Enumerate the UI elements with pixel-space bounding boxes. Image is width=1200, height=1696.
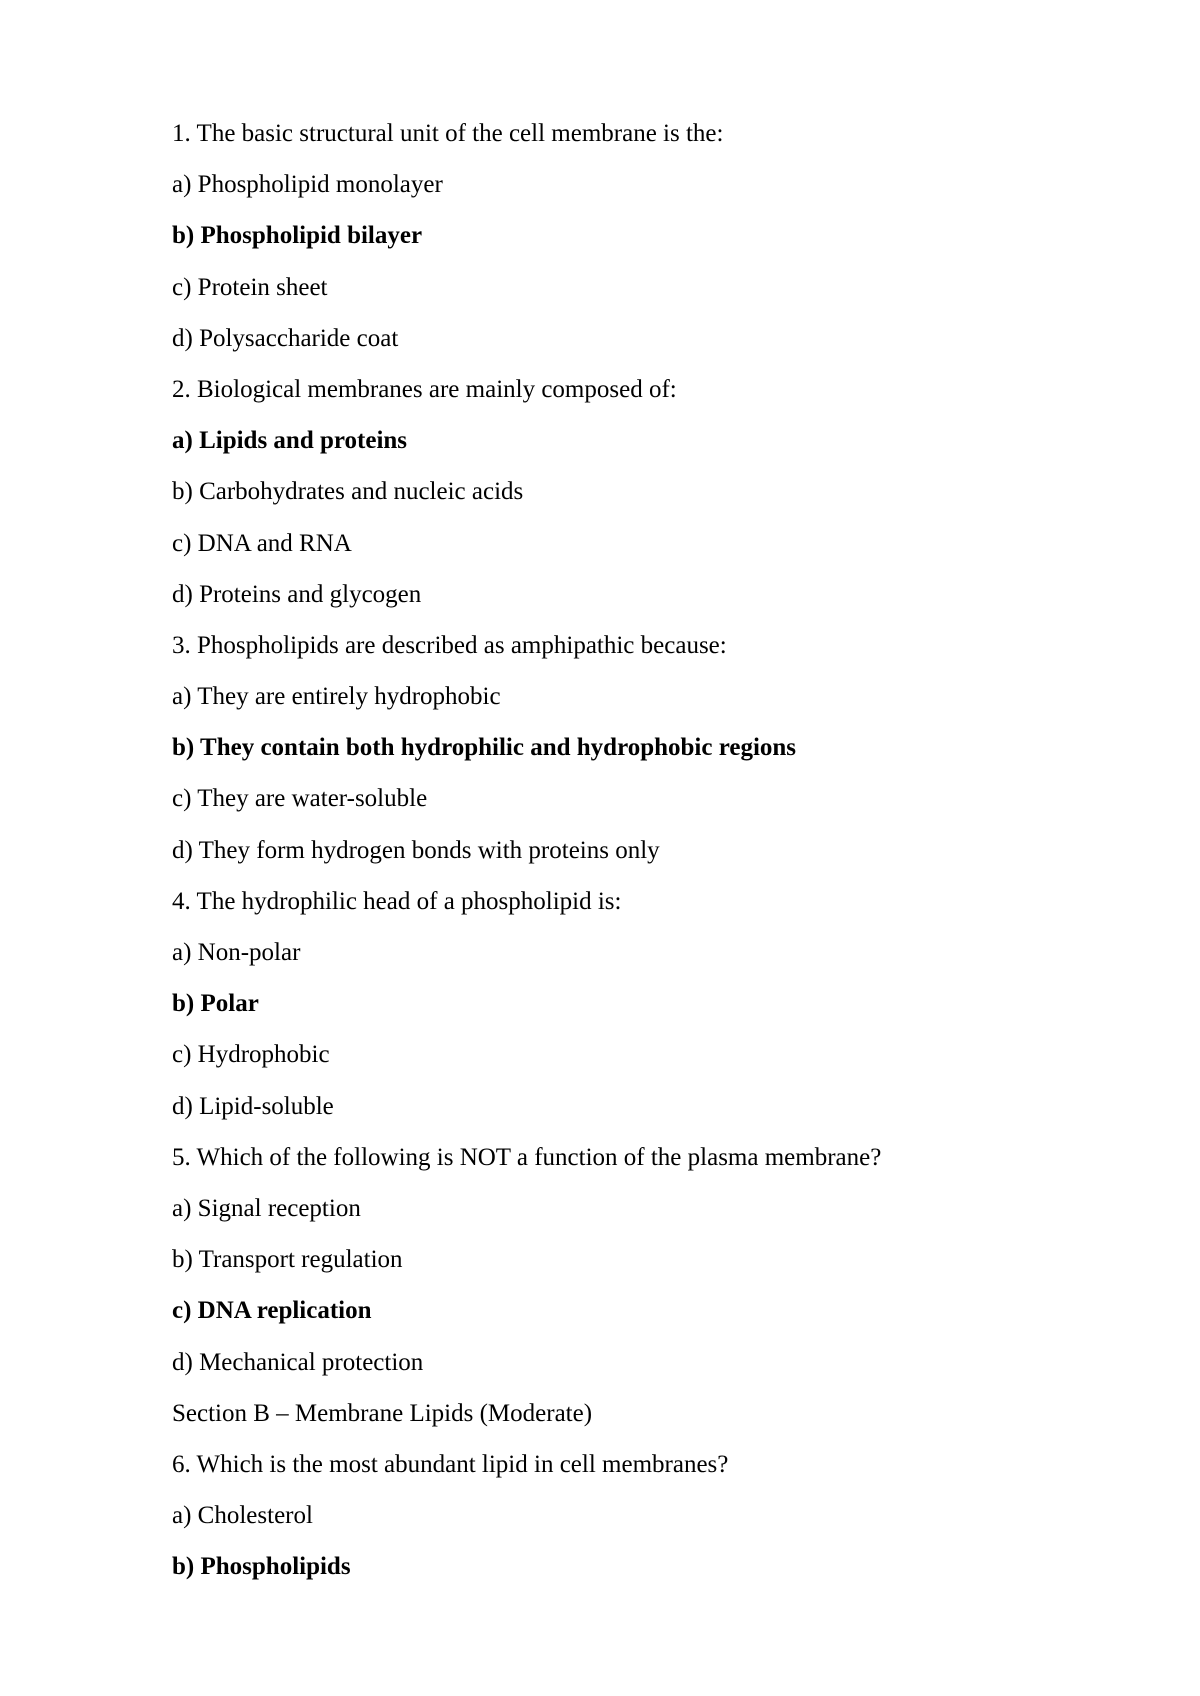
answer-option: c) Protein sheet [172,273,328,301]
question-text: 1. The basic structural unit of the cell membrane is the: [172,120,724,147]
question-text: 3. Phospholipids are described as amphipathic because: [172,631,727,659]
answer-option: a) Non-polar [172,939,301,966]
answer-option: d) Proteins and glycogen [172,580,422,608]
answer-option: d) Lipid-soluble [172,1092,334,1120]
answer-option: a) Signal reception [172,1194,361,1222]
answer-option: a) Phospholipid monolayer [172,171,443,199]
correct-answer-option: b) Phospholipid bilayer [172,222,423,250]
answer-option: b) Carbohydrates and nucleic acids [172,478,524,506]
answer-option: c) They are water-soluble [172,785,428,813]
correct-answer-option: c) DNA replication [172,1297,372,1325]
correct-answer-option: a) Lipids and proteins [172,427,408,455]
answer-option: d) Polysaccharide coat [172,324,399,352]
answer-option: c) DNA and RNA [172,529,352,557]
correct-answer-option: b) They contain both hydrophilic and hydrophobic regions [172,734,797,762]
question-list [172,112,1152,1596]
answer-option: c) Hydrophobic [172,1041,330,1069]
question-text: 5. Which of the following is NOT a function of the plasma membrane? [172,1143,882,1171]
question-text: 4. The hydrophilic head of a phospholipid is: [172,887,622,915]
correct-answer-option: b) Polar [172,990,259,1018]
answer-option: d) Mechanical protection [172,1348,424,1376]
answer-option: a) Cholesterol [172,1502,313,1530]
section-heading: Section B – Membrane Lipids (Moderate) [172,1399,593,1427]
question-text: 6. Which is the most abundant lipid in cell membranes? [172,1450,729,1478]
answer-option: b) Transport regulation [172,1246,403,1274]
answer-option: a) They are entirely hydrophobic [172,683,501,711]
question-text: 2. Biological membranes are mainly composed of: [172,375,677,403]
correct-answer-option: b) Phospholipids [172,1553,351,1581]
answer-option: d) They form hydrogen bonds with proteins only [172,836,660,864]
